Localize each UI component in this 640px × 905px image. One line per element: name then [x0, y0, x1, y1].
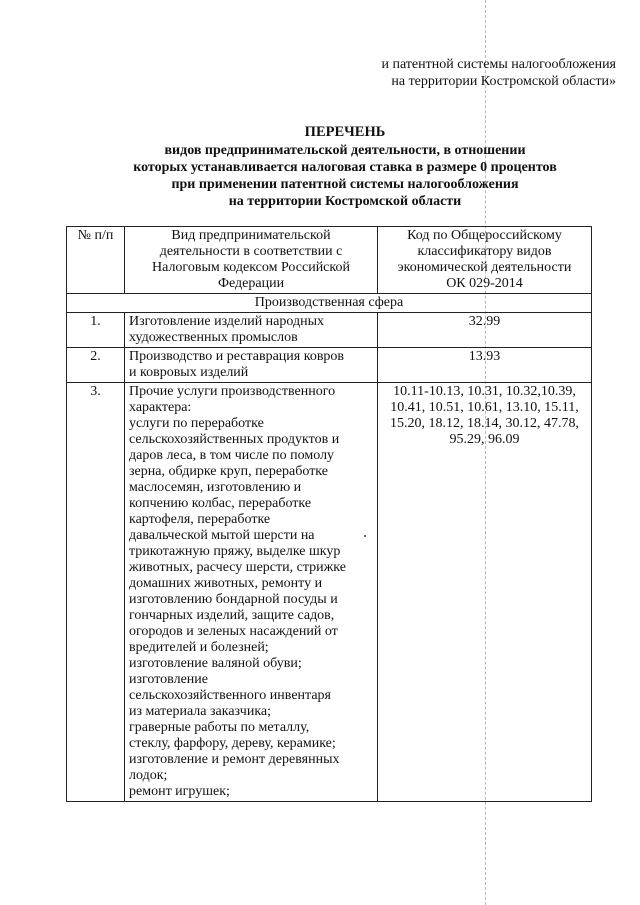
title-line: на территории Костромской области: [228, 194, 462, 209]
row-activity: Прочие услуги производственного характера: услуги по переработке сельскохозяйственных продуктов и даров леса, в том числе по помолу зерна, обдирке круп, переработке маслосемян, изготовлению и копчению колбас, переработке картофеля, переработке давальческой мытой шерсти на трикотажную пряжу, выделке шкур животных, расчесу шерсти, стрижке домашних животных, ремонту и изготовлению бондарной посуды и гончарных изделий, защите садов, огородов и зеленых насаждений от вредителей и болезней; изготовление валяной обуви; изготовление сельскохозяйственного инвентаря из материала заказчика; граверные работы по металлу, стеклу, фарфору, дереву, керамике; изготовление и ремонт деревянных лодок; ремонт игрушек;: [125, 383, 378, 802]
table-row: [67, 348, 592, 383]
header-note-line: и патентной системы налогообложения: [381, 57, 616, 72]
row-code: 10.11-10.13, 10.31, 10.32,10.39, 10.41, 10.51, 10.61, 13.10, 15.11, 15.20, 18.12, 18.14, 30.12, 47.78, 95.29, 96.09: [378, 383, 592, 802]
row-code: 13.93: [378, 348, 592, 383]
row-num: 3.: [67, 383, 125, 802]
activities-table: [66, 226, 592, 802]
section-row: [67, 294, 592, 313]
table-header-row: [67, 227, 592, 294]
title-line: при применении патентной системы налогообложения: [171, 177, 519, 192]
title-line: видов предпринимательской деятельности, в отношении: [164, 143, 526, 158]
row-code: 32.99: [378, 313, 592, 348]
section-title: Производственная сфера: [67, 294, 592, 313]
header-code: Код по Общероссийскому классификатору видов экономической деятельности ОК 029-2014: [378, 227, 592, 294]
table-row: [67, 313, 592, 348]
header-activity: Вид предпринимательской деятельности в соответствии с Налоговым кодексом Российской Федерации: [125, 227, 378, 294]
scan-speck: [364, 535, 366, 537]
table-row: [67, 383, 592, 802]
row-num: 2.: [67, 348, 125, 383]
header-note: [381, 56, 616, 90]
title-heading: ПЕРЕЧЕНЬ: [304, 124, 386, 140]
row-num: 1.: [67, 313, 125, 348]
header-num: № п/п: [67, 227, 125, 294]
row-activity: Изготовление изделий народных художественных промыслов: [125, 313, 378, 348]
document-title: [60, 124, 630, 210]
row-activity: Производство и реставрация ковров и ковровых изделий: [125, 348, 378, 383]
title-line: которых устанавливается налоговая ставка в размере 0 процентов: [133, 160, 557, 175]
header-note-line: на территории Костромской области»: [391, 74, 616, 89]
